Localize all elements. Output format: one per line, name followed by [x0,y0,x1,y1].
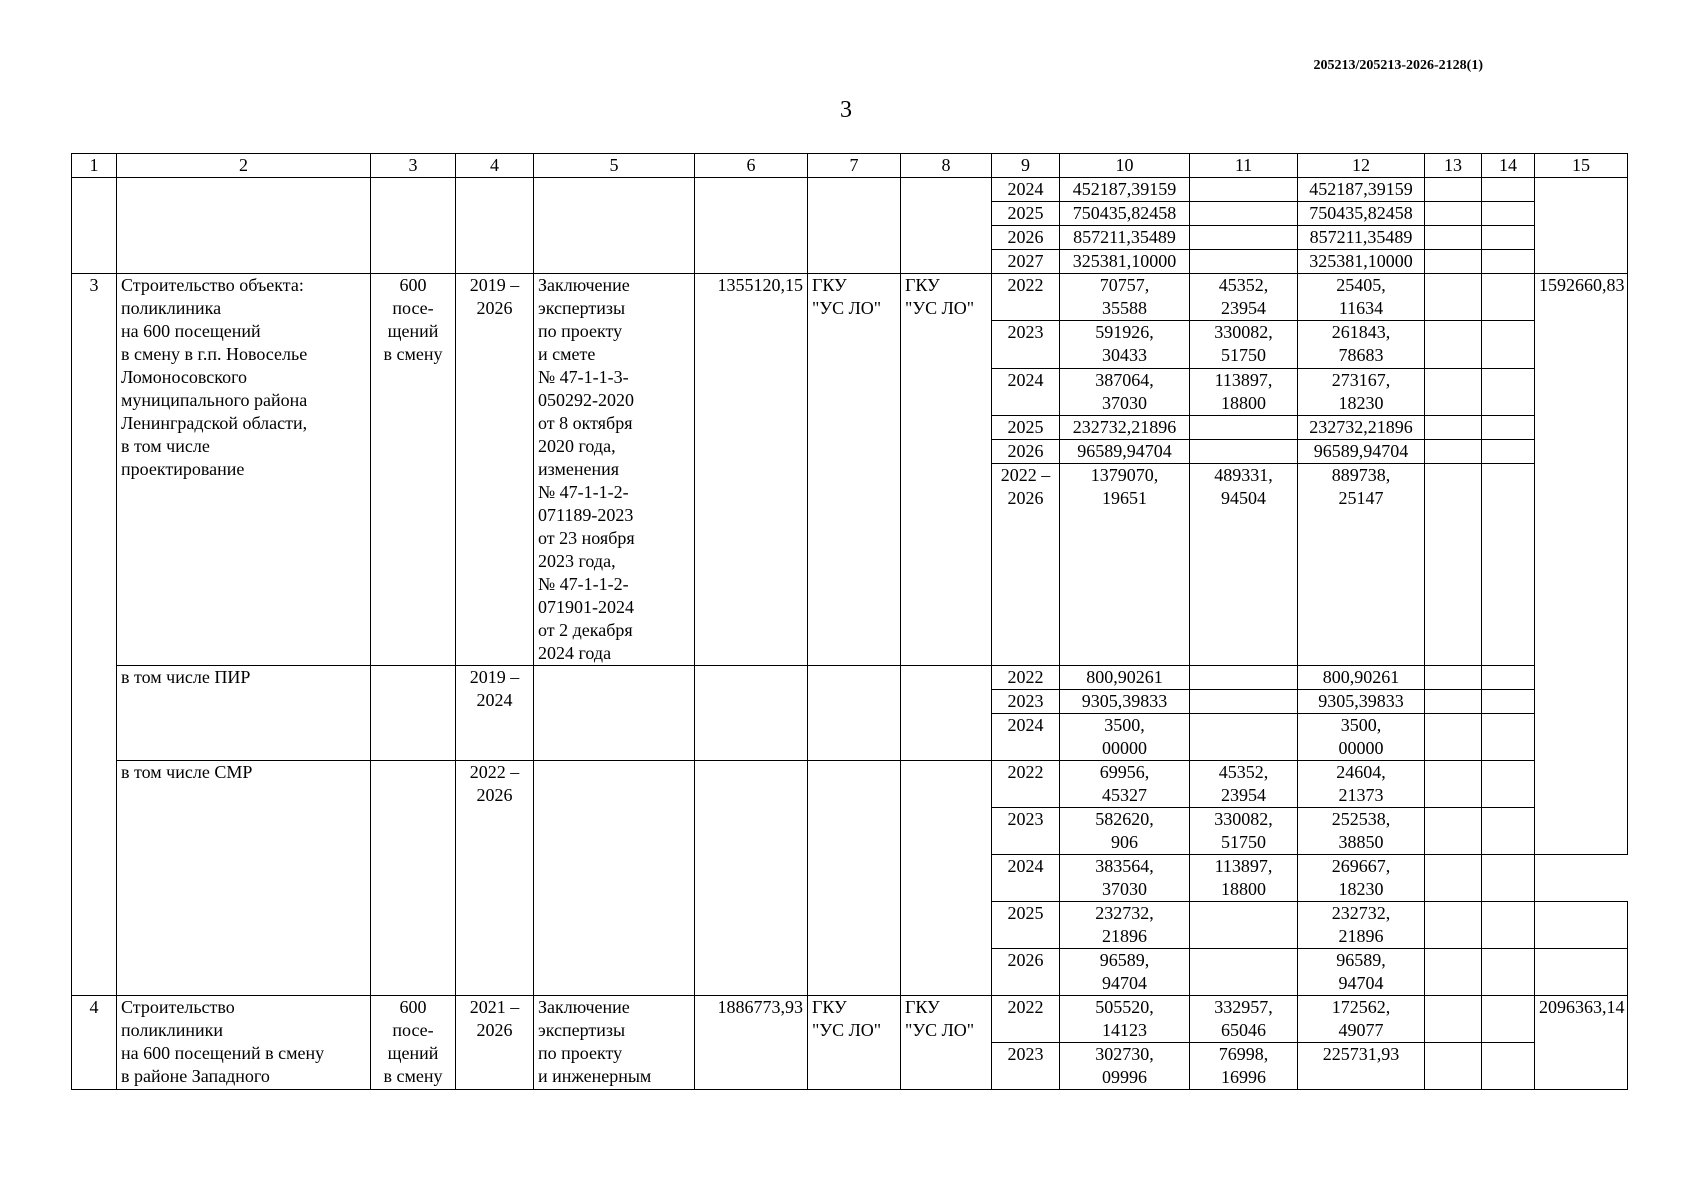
expertise-cell: Заключение экспертизы по проекту и смете № 47-1-1-3- 050292-2020 от 8 октября 2020 года, изменения № 47-1-1-2- 071189-2023 от 23 ноября 2023 года, № 47-1-1-2- 071901-2024 от 2 декабря 2024 года [534,274,695,666]
customer-cell: ГКУ "УС ЛО" [808,274,901,666]
total-cell: 96589,94704 [1060,440,1190,464]
total-cell: 452187,39159 [1060,178,1190,202]
total-cell: 582620, 906 [1060,808,1190,855]
regional-cell: 800,90261 [1298,666,1425,690]
year-cell: 2026 [992,226,1060,250]
column-header: 15 [1535,154,1628,178]
year-cell: 2023 [992,1043,1060,1090]
total-cell: 325381,10000 [1060,250,1190,274]
year-cell: 2022 – 2026 [992,464,1060,666]
row-number: 3 [72,274,117,996]
column-header: 13 [1425,154,1482,178]
empty-cell [456,178,534,274]
col13-cell [1425,996,1482,1043]
year-cell: 2024 [992,178,1060,202]
total-cell: 750435,82458 [1060,202,1190,226]
year-cell: 2026 [992,440,1060,464]
total15-cell: 1592660,83 [1535,274,1628,855]
total-cell: 1379070, 19651 [1060,464,1190,666]
regional-cell: 9305,39833 [1298,690,1425,714]
regional-cell: 750435,82458 [1298,202,1425,226]
smr-period: 2022 – 2026 [456,761,534,996]
col14-cell [1482,949,1535,996]
column-header: 1 [72,154,117,178]
continuation-row [72,178,1628,202]
col14-cell [1482,202,1535,226]
smr-row [72,761,1628,808]
col13-cell [1425,178,1482,202]
federal-cell: 113897, 18800 [1190,855,1298,902]
cost-cell: 1886773,93 [695,996,808,1090]
federal-cell: 330082, 51750 [1190,321,1298,368]
regional-cell: 273167, 18230 [1298,368,1425,415]
col13-cell [1425,808,1482,855]
year-cell: 2022 [992,274,1060,321]
year-cell: 2024 [992,855,1060,902]
empty-cell [695,178,808,274]
document-id: 205213/205213-2026-2128(1) [1313,58,1483,73]
column-header: 11 [1190,154,1298,178]
col14-cell [1482,690,1535,714]
col14-cell [1482,761,1535,808]
column-header: 2 [117,154,371,178]
row-number: 4 [72,996,117,1090]
federal-cell: 45352, 23954 [1190,761,1298,808]
total-cell: 9305,39833 [1060,690,1190,714]
empty-cell [808,666,901,761]
col13-cell [1425,690,1482,714]
empty-cell [808,761,901,996]
column-header: 12 [1298,154,1425,178]
year-cell: 2025 [992,416,1060,440]
smr-label: в том числе СМР [117,761,371,996]
total-cell: 3500, 00000 [1060,714,1190,761]
regional-cell: 261843, 78683 [1298,321,1425,368]
regional-cell: 269667, 18230 [1298,855,1425,902]
year-cell: 2026 [992,949,1060,996]
col14-cell [1482,714,1535,761]
empty-cell [534,761,695,996]
column-header: 10 [1060,154,1190,178]
column-header: 5 [534,154,695,178]
federal-cell: 45352, 23954 [1190,274,1298,321]
col14-cell [1482,368,1535,415]
col14-cell [1482,321,1535,368]
federal-cell [1190,250,1298,274]
empty-cell [534,178,695,274]
federal-cell [1190,714,1298,761]
column-header: 8 [901,154,992,178]
federal-cell: 330082, 51750 [1190,808,1298,855]
col14-cell [1482,1043,1535,1090]
col13-cell [1425,949,1482,996]
pir-label: в том числе ПИР [117,666,371,761]
column-header: 3 [371,154,456,178]
pir-row [72,666,1628,690]
col13-cell [1425,855,1482,902]
total-cell: 70757, 35588 [1060,274,1190,321]
federal-cell [1190,178,1298,202]
regional-cell: 889738, 25147 [1298,464,1425,666]
federal-cell: 489331, 94504 [1190,464,1298,666]
empty-cell [371,178,456,274]
year-cell: 2025 [992,202,1060,226]
empty-cell [117,178,371,274]
period-cell: 2019 – 2026 [456,274,534,666]
header-row [72,154,1628,178]
empty-cell [1535,902,1628,949]
empty-cell [901,178,992,274]
total-cell: 800,90261 [1060,666,1190,690]
year-cell: 2024 [992,714,1060,761]
empty-cell [371,761,456,996]
regional-cell: 172562, 49077 [1298,996,1425,1043]
col13-cell [1425,464,1482,666]
column-header: 9 [992,154,1060,178]
regional-cell: 96589,94704 [1298,440,1425,464]
empty-cell [1535,178,1628,274]
col14-cell [1482,666,1535,690]
empty-cell [808,178,901,274]
federal-cell [1190,949,1298,996]
capacity-cell: 600 посе- щений в смену [371,996,456,1090]
customer-cell: ГКУ "УС ЛО" [808,996,901,1090]
cost-cell: 1355120,15 [695,274,808,666]
federal-cell [1190,416,1298,440]
regional-cell: 225731,93 [1298,1043,1425,1090]
year-cell: 2023 [992,808,1060,855]
col13-cell [1425,368,1482,415]
year-cell: 2023 [992,690,1060,714]
empty-cell [695,761,808,996]
year-cell: 2022 [992,996,1060,1043]
item3-row [72,274,1628,321]
federal-cell [1190,202,1298,226]
data-table [71,153,1628,1090]
total-cell: 69956, 45327 [1060,761,1190,808]
col13-cell [1425,761,1482,808]
federal-cell: 332957, 65046 [1190,996,1298,1043]
empty-cell [534,666,695,761]
year-cell: 2022 [992,761,1060,808]
col14-cell [1482,996,1535,1043]
col14-cell [1482,902,1535,949]
regional-cell: 252538, 38850 [1298,808,1425,855]
col13-cell [1425,321,1482,368]
col14-cell [1482,226,1535,250]
regional-cell: 325381,10000 [1298,250,1425,274]
col14-cell [1482,274,1535,321]
col14-cell [1482,416,1535,440]
total-cell: 857211,35489 [1060,226,1190,250]
col14-cell [1482,440,1535,464]
year-cell: 2027 [992,250,1060,274]
regional-cell: 3500, 00000 [1298,714,1425,761]
developer-cell: ГКУ "УС ЛО" [901,996,992,1090]
col13-cell [1425,1043,1482,1090]
col14-cell [1482,464,1535,666]
col13-cell [1425,274,1482,321]
regional-cell: 96589, 94704 [1298,949,1425,996]
column-header: 4 [456,154,534,178]
col13-cell [1425,714,1482,761]
federal-cell [1190,440,1298,464]
empty-cell [1535,949,1628,996]
total-cell: 387064, 37030 [1060,368,1190,415]
empty-cell [901,666,992,761]
col14-cell [1482,808,1535,855]
federal-cell [1190,902,1298,949]
empty-cell [371,666,456,761]
total-cell: 302730, 09996 [1060,1043,1190,1090]
regional-cell: 857211,35489 [1298,226,1425,250]
col13-cell [1425,202,1482,226]
col14-cell [1482,855,1535,902]
empty-cell [901,761,992,996]
col14-cell [1482,178,1535,202]
year-cell: 2025 [992,902,1060,949]
total-cell: 505520, 14123 [1060,996,1190,1043]
object-name: Строительство поликлиники на 600 посещений в смену в районе Западного [117,996,371,1090]
federal-cell [1190,690,1298,714]
col13-cell [1425,250,1482,274]
col13-cell [1425,416,1482,440]
federal-cell: 113897, 18800 [1190,368,1298,415]
regional-cell: 232732, 21896 [1298,902,1425,949]
total-cell: 96589, 94704 [1060,949,1190,996]
pir-period: 2019 – 2024 [456,666,534,761]
col14-cell [1482,250,1535,274]
total-cell: 383564, 37030 [1060,855,1190,902]
regional-cell: 25405, 11634 [1298,274,1425,321]
column-header: 14 [1482,154,1535,178]
regional-cell: 452187,39159 [1298,178,1425,202]
empty-cell [695,666,808,761]
regional-cell: 232732,21896 [1298,416,1425,440]
total-cell: 591926, 30433 [1060,321,1190,368]
federal-cell [1190,666,1298,690]
item4-row [72,996,1628,1043]
year-cell: 2024 [992,368,1060,415]
total-cell: 232732,21896 [1060,416,1190,440]
capacity-cell: 600 посе- щений в смену [371,274,456,666]
column-header: 7 [808,154,901,178]
federal-cell: 76998, 16996 [1190,1043,1298,1090]
col13-cell [1425,226,1482,250]
expertise-cell: Заключение экспертизы по проекту и инженерным [534,996,695,1090]
total15-cell: 2096363,14 [1535,996,1628,1090]
page-number: 3 [840,97,852,123]
object-name: Строительство объекта: поликлиника на 600 посещений в смену в г.п. Новоселье Ломоносовского муниципального района Ленинградской области, в том числе проектирование [117,274,371,666]
total-cell: 232732, 21896 [1060,902,1190,949]
developer-cell: ГКУ "УС ЛО" [901,274,992,666]
col13-cell [1425,666,1482,690]
col13-cell [1425,902,1482,949]
regional-cell: 24604, 21373 [1298,761,1425,808]
federal-cell [1190,226,1298,250]
table-body [72,154,1628,1090]
empty-cell [72,178,117,274]
column-header: 6 [695,154,808,178]
year-cell: 2023 [992,321,1060,368]
year-cell: 2022 [992,666,1060,690]
col13-cell [1425,440,1482,464]
period-cell: 2021 – 2026 [456,996,534,1090]
